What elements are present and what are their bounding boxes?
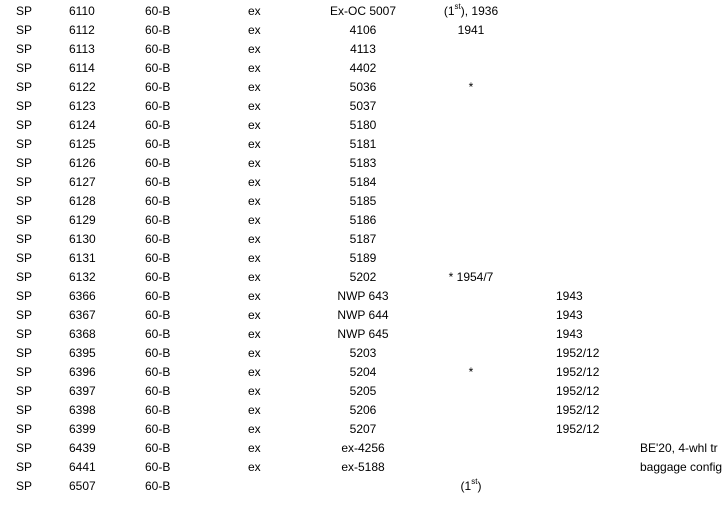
car-number-cell: 6122: [69, 80, 96, 94]
ex-cell: ex: [248, 346, 261, 360]
former-number-cell: 4113: [350, 42, 376, 56]
table-row: [0, 477, 724, 496]
former-number-cell: 5184: [349, 175, 377, 189]
former-number-cell: 5186: [349, 213, 377, 227]
railroad-cell: SP: [16, 346, 33, 360]
former-number-cell: NWP 643: [337, 289, 389, 303]
note-cell: (1st), 1936: [443, 2, 499, 18]
railroad-cell: SP: [16, 194, 33, 208]
table-row: [0, 306, 724, 325]
ex-cell: ex: [248, 23, 261, 37]
railroad-cell: SP: [16, 327, 33, 341]
class-cell: 60-B: [145, 4, 171, 18]
ex-cell: ex: [248, 175, 261, 189]
ex-cell: ex: [248, 4, 261, 18]
ex-cell: ex: [248, 308, 261, 322]
note-cell: * 1954/7: [448, 270, 494, 284]
former-number-cell: 5185: [349, 194, 377, 208]
ex-cell: ex: [248, 118, 261, 132]
car-number-cell: 6125: [69, 137, 96, 151]
former-number-cell: 5180: [349, 118, 377, 132]
class-cell: 60-B: [145, 175, 171, 189]
car-number-cell: 6368: [69, 327, 96, 341]
railroad-cell: SP: [16, 61, 33, 75]
railroad-cell: SP: [16, 137, 33, 151]
table-row: [0, 173, 724, 192]
class-cell: 60-B: [145, 441, 171, 455]
car-number-cell: 6124: [69, 118, 96, 132]
railroad-cell: SP: [16, 289, 33, 303]
ex-cell: ex: [248, 251, 261, 265]
railroad-cell: SP: [16, 4, 33, 18]
table-row: [0, 287, 724, 306]
car-number-cell: 6396: [69, 365, 96, 379]
table-row: [0, 382, 724, 401]
class-cell: 60-B: [145, 346, 171, 360]
former-number-cell: 5203: [349, 346, 377, 360]
table-row: [0, 249, 724, 268]
railroad-cell: SP: [16, 213, 33, 227]
car-number-cell: 6114: [69, 61, 95, 75]
table-row: [0, 2, 724, 21]
former-number-cell: 5189: [349, 251, 377, 265]
class-cell: 60-B: [145, 289, 171, 303]
car-number-cell: 6366: [69, 289, 96, 303]
former-number-cell: 5202: [349, 270, 377, 284]
ex-cell: ex: [248, 80, 261, 94]
table-row: [0, 154, 724, 173]
class-cell: 60-B: [145, 232, 171, 246]
railroad-cell: SP: [16, 175, 33, 189]
former-number-cell: 5204: [349, 365, 377, 379]
former-number-cell: 5205: [349, 384, 377, 398]
former-number-cell: 5207: [349, 422, 377, 436]
car-number-cell: 6441: [69, 460, 96, 474]
former-number-cell: 5187: [349, 232, 377, 246]
railroad-cell: SP: [16, 156, 33, 170]
note-cell: *: [468, 365, 474, 379]
class-cell: 60-B: [145, 327, 171, 341]
ex-cell: ex: [248, 403, 261, 417]
class-cell: 60-B: [145, 308, 171, 322]
ex-cell: ex: [248, 42, 261, 56]
car-number-cell: 6130: [69, 232, 96, 246]
table-row: [0, 78, 724, 97]
ex-cell: ex: [248, 460, 261, 474]
roster-table: [0, 2, 724, 496]
railroad-cell: SP: [16, 460, 33, 474]
class-cell: 60-B: [145, 251, 171, 265]
class-cell: 60-B: [145, 23, 171, 37]
class-cell: 60-B: [145, 213, 171, 227]
table-row: [0, 439, 724, 458]
class-cell: 60-B: [145, 194, 171, 208]
table-row: [0, 135, 724, 154]
table-row: [0, 344, 724, 363]
railroad-cell: SP: [16, 251, 33, 265]
car-number-cell: 6397: [69, 384, 96, 398]
car-number-cell: 6129: [69, 213, 96, 227]
car-number-cell: 6112: [69, 23, 95, 37]
table-row: [0, 458, 724, 477]
former-number-cell: NWP 645: [337, 327, 389, 341]
table-row: [0, 21, 724, 40]
railroad-cell: SP: [16, 23, 33, 37]
class-cell: 60-B: [145, 137, 171, 151]
railroad-cell: SP: [16, 232, 33, 246]
former-number-cell: 4402: [349, 61, 377, 75]
table-row: [0, 230, 724, 249]
table-row: [0, 363, 724, 382]
former-number-cell: Ex-OC 5007: [329, 4, 397, 18]
ex-cell: ex: [248, 213, 261, 227]
car-number-cell: 6110: [69, 4, 95, 18]
year-cell: 1952/12: [556, 403, 600, 417]
class-cell: 60-B: [145, 479, 171, 493]
table-row: [0, 420, 724, 439]
table-row: [0, 211, 724, 230]
car-number-cell: 6127: [69, 175, 96, 189]
railroad-cell: SP: [16, 422, 33, 436]
ex-cell: ex: [248, 289, 261, 303]
ex-cell: ex: [248, 384, 261, 398]
table-row: [0, 192, 724, 211]
railroad-cell: SP: [16, 42, 33, 56]
year-cell: 1943: [556, 308, 583, 322]
class-cell: 60-B: [145, 42, 171, 56]
car-number-cell: 6395: [69, 346, 96, 360]
car-number-cell: 6507: [69, 479, 96, 493]
railroad-cell: SP: [16, 270, 33, 284]
car-number-cell: 6126: [69, 156, 96, 170]
car-number-cell: 6131: [69, 251, 96, 265]
table-row: [0, 116, 724, 135]
class-cell: 60-B: [145, 118, 171, 132]
car-number-cell: 6123: [69, 99, 96, 113]
former-number-cell: 5181: [349, 137, 377, 151]
table-row: [0, 40, 724, 59]
former-number-cell: NWP 644: [337, 308, 389, 322]
class-cell: 60-B: [145, 422, 171, 436]
table-row: [0, 401, 724, 420]
former-number-cell: 4106: [349, 23, 377, 37]
table-row: [0, 97, 724, 116]
year-cell: 1943: [556, 327, 583, 341]
car-number-cell: 6113: [69, 42, 95, 56]
year-cell: 1952/12: [556, 346, 600, 360]
class-cell: 60-B: [145, 460, 171, 474]
year-cell: 1943: [556, 289, 583, 303]
former-number-cell: 5036: [349, 80, 377, 94]
former-number-cell: ex-5188: [341, 460, 385, 474]
former-number-cell: ex-4256: [341, 441, 385, 455]
remark-cell: BE'20, 4-whl tr: [640, 441, 718, 455]
ex-cell: ex: [248, 422, 261, 436]
car-number-cell: 6132: [69, 270, 96, 284]
class-cell: 60-B: [145, 384, 171, 398]
former-number-cell: 5037: [349, 99, 377, 113]
railroad-cell: SP: [16, 118, 33, 132]
remark-cell: baggage config: [640, 460, 723, 474]
class-cell: 60-B: [145, 80, 171, 94]
car-number-cell: 6128: [69, 194, 96, 208]
car-number-cell: 6367: [69, 308, 96, 322]
year-cell: 1952/12: [556, 422, 600, 436]
railroad-cell: SP: [16, 80, 33, 94]
railroad-cell: SP: [16, 384, 33, 398]
class-cell: 60-B: [145, 403, 171, 417]
class-cell: 60-B: [145, 270, 171, 284]
ex-cell: ex: [248, 137, 261, 151]
year-cell: 1952/12: [556, 365, 600, 379]
railroad-cell: SP: [16, 403, 33, 417]
class-cell: 60-B: [145, 365, 171, 379]
former-number-cell: 5206: [349, 403, 377, 417]
ex-cell: ex: [248, 327, 261, 341]
note-cell: (1st): [460, 477, 482, 493]
ex-cell: ex: [248, 365, 261, 379]
class-cell: 60-B: [145, 156, 171, 170]
note-cell: 1941: [457, 23, 485, 37]
railroad-cell: SP: [16, 441, 33, 455]
ex-cell: ex: [248, 156, 261, 170]
ex-cell: ex: [248, 99, 261, 113]
class-cell: 60-B: [145, 99, 171, 113]
railroad-cell: SP: [16, 365, 33, 379]
year-cell: 1952/12: [556, 384, 600, 398]
railroad-cell: SP: [16, 308, 33, 322]
ex-cell: ex: [248, 232, 261, 246]
car-number-cell: 6398: [69, 403, 96, 417]
class-cell: 60-B: [145, 61, 171, 75]
railroad-cell: SP: [16, 99, 33, 113]
car-number-cell: 6439: [69, 441, 96, 455]
ex-cell: ex: [248, 61, 261, 75]
note-cell: *: [468, 80, 474, 94]
former-number-cell: 5183: [349, 156, 377, 170]
ex-cell: ex: [248, 270, 261, 284]
railroad-cell: SP: [16, 479, 33, 493]
table-row: [0, 59, 724, 78]
ex-cell: ex: [248, 194, 261, 208]
table-row: [0, 268, 724, 287]
table-row: [0, 325, 724, 344]
ex-cell: ex: [248, 441, 261, 455]
car-number-cell: 6399: [69, 422, 96, 436]
